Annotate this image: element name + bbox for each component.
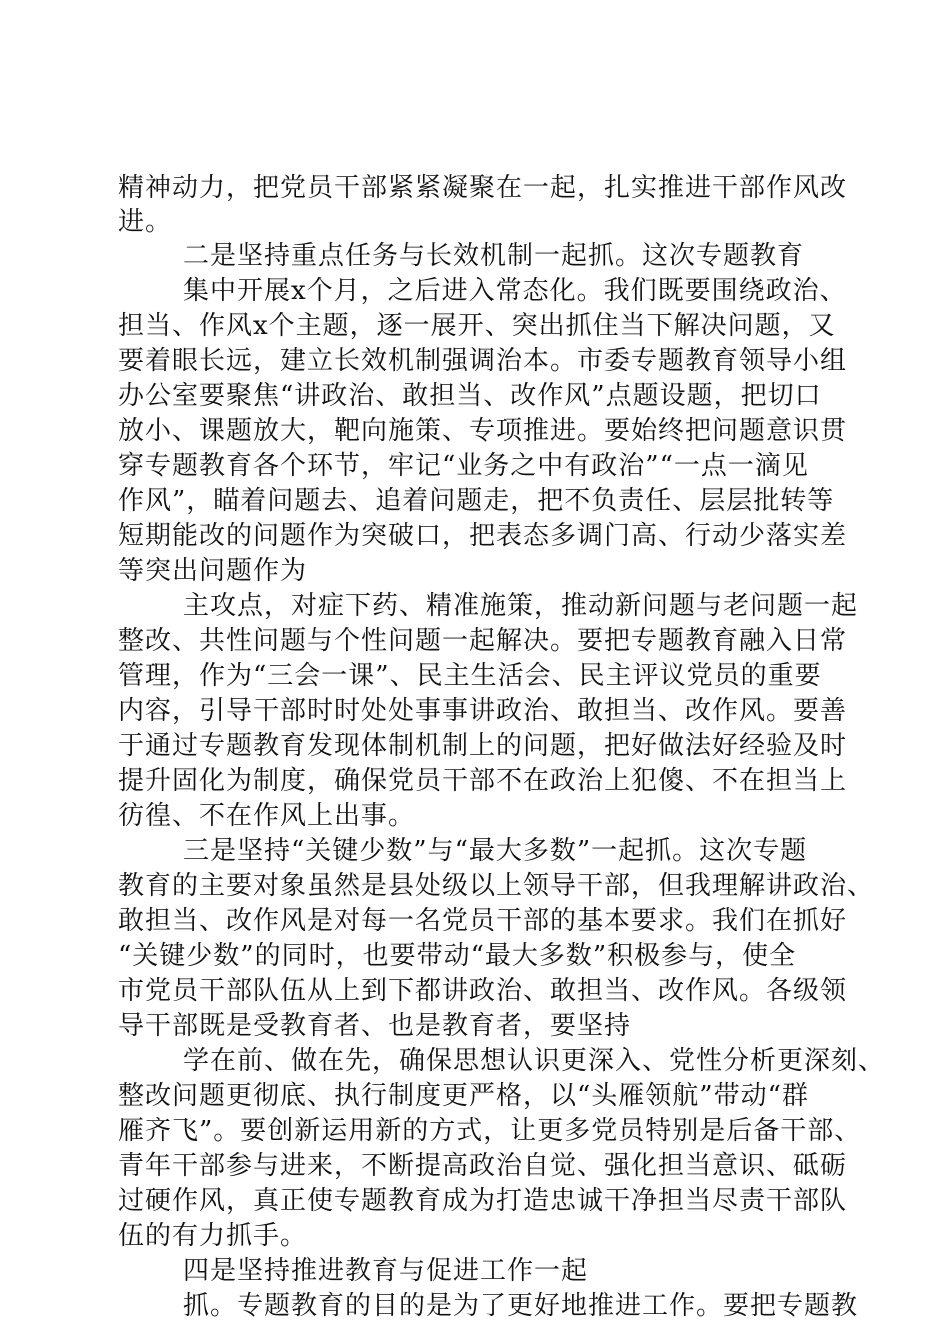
text-line: 彷徨、不在作风上出事。 <box>118 801 416 831</box>
text-line: 市党员干部队伍从上到下都讲政治、敢担当、改作风。各级领 <box>118 976 848 1006</box>
text-line: 办公室要聚焦“讲政治、敢担当、改作风”点题设题，把切口 <box>118 381 822 411</box>
text-line: 教育的主要对象虽然是县处级以上领导干部，但我理解讲政治、 <box>118 871 875 901</box>
text-line: “关键少数”的同时，也要带动“最大多数”积极参与，使全 <box>118 941 797 971</box>
text-line: 敢担当、改作风是对每一名党员干部的基本要求。我们在抓好 <box>118 906 848 936</box>
text-line: 雁齐飞”。要创新运用新的方式，让更多党员特别是后备干部、 <box>118 1116 862 1146</box>
text-line: 短期能改的问题作为突破口，把表态多调门高、行动少落实差 <box>118 521 848 551</box>
text-line: 三是坚持“关键少数”与“最大多数”一起抓。这次专题 <box>183 836 808 866</box>
text-line: 等突出问题作为 <box>118 556 308 586</box>
text-line: 青年干部参与进来，不断提高政治自觉、强化担当意识、砥砺 <box>118 1151 848 1181</box>
text-line: 导干部既是受教育者、也是教育者，要坚持 <box>118 1011 632 1041</box>
text-line: 内容，引导干部时时处处事事讲政治、敢担当、改作风。要善 <box>118 696 848 726</box>
text-line: 过硬作风，真正使专题教育成为打造忠诚干净担当尽责干部队 <box>118 1186 848 1216</box>
text-line: 管理，作为“三会一课”、民主生活会、民主评议党员的重要 <box>118 661 822 691</box>
text-line: 要着眼长远，建立长效机制强调治本。市委专题教育领导小组 <box>118 346 848 376</box>
text-line: 学在前、做在先，确保思想认识更深入、党性分析更深刻、 <box>183 1046 886 1076</box>
text-line: 进。 <box>118 207 173 237</box>
text-line: 集中开展x个月，之后进入常态化。我们既要围绕政治、 <box>183 276 847 306</box>
text-line: 四是坚持推进教育与促进工作一起 <box>183 1256 589 1286</box>
text-line: 作风”，瞄着问题去、追着问题走，把不负责任、层层批转等 <box>118 486 835 516</box>
text-line: 整改、共性问题与个性问题一起解决。要把专题教育融入日常 <box>118 626 848 656</box>
text-line: 穿专题教育各个环节，牢记“业务之中有政治”“一点一滴见 <box>118 451 809 481</box>
text-line: 整改问题更彻底、执行制度更严格，以“头雁领航”带动“群 <box>118 1081 809 1111</box>
text-line: 抓。专题教育的目的是为了更好地推进工作。要把专题教 <box>183 1291 859 1321</box>
text-line: 主攻点，对症下药、精准施策，推动新问题与老问题一起 <box>183 591 859 621</box>
text-line: 于通过专题教育发现体制机制上的问题，把好做法好经验及时 <box>118 731 848 761</box>
text-line: 二是坚持重点任务与长效机制一起抓。这次专题教育 <box>183 241 805 271</box>
text-line: 提升固化为制度，确保党员干部不在政治上犯傻、不在担当上 <box>118 766 848 796</box>
text-line: 放小、课题放大，靶向施策、专项推进。要始终把问题意识贯 <box>118 416 848 446</box>
text-line: 伍的有力抓手。 <box>118 1221 308 1251</box>
text-line: 精神动力，把党员干部紧紧凝聚在一起，扎实推进干部作风改 <box>118 173 848 203</box>
text-line: 担当、作风x个主题，逐一展开、突出抓住当下解决问题，又 <box>118 311 836 341</box>
